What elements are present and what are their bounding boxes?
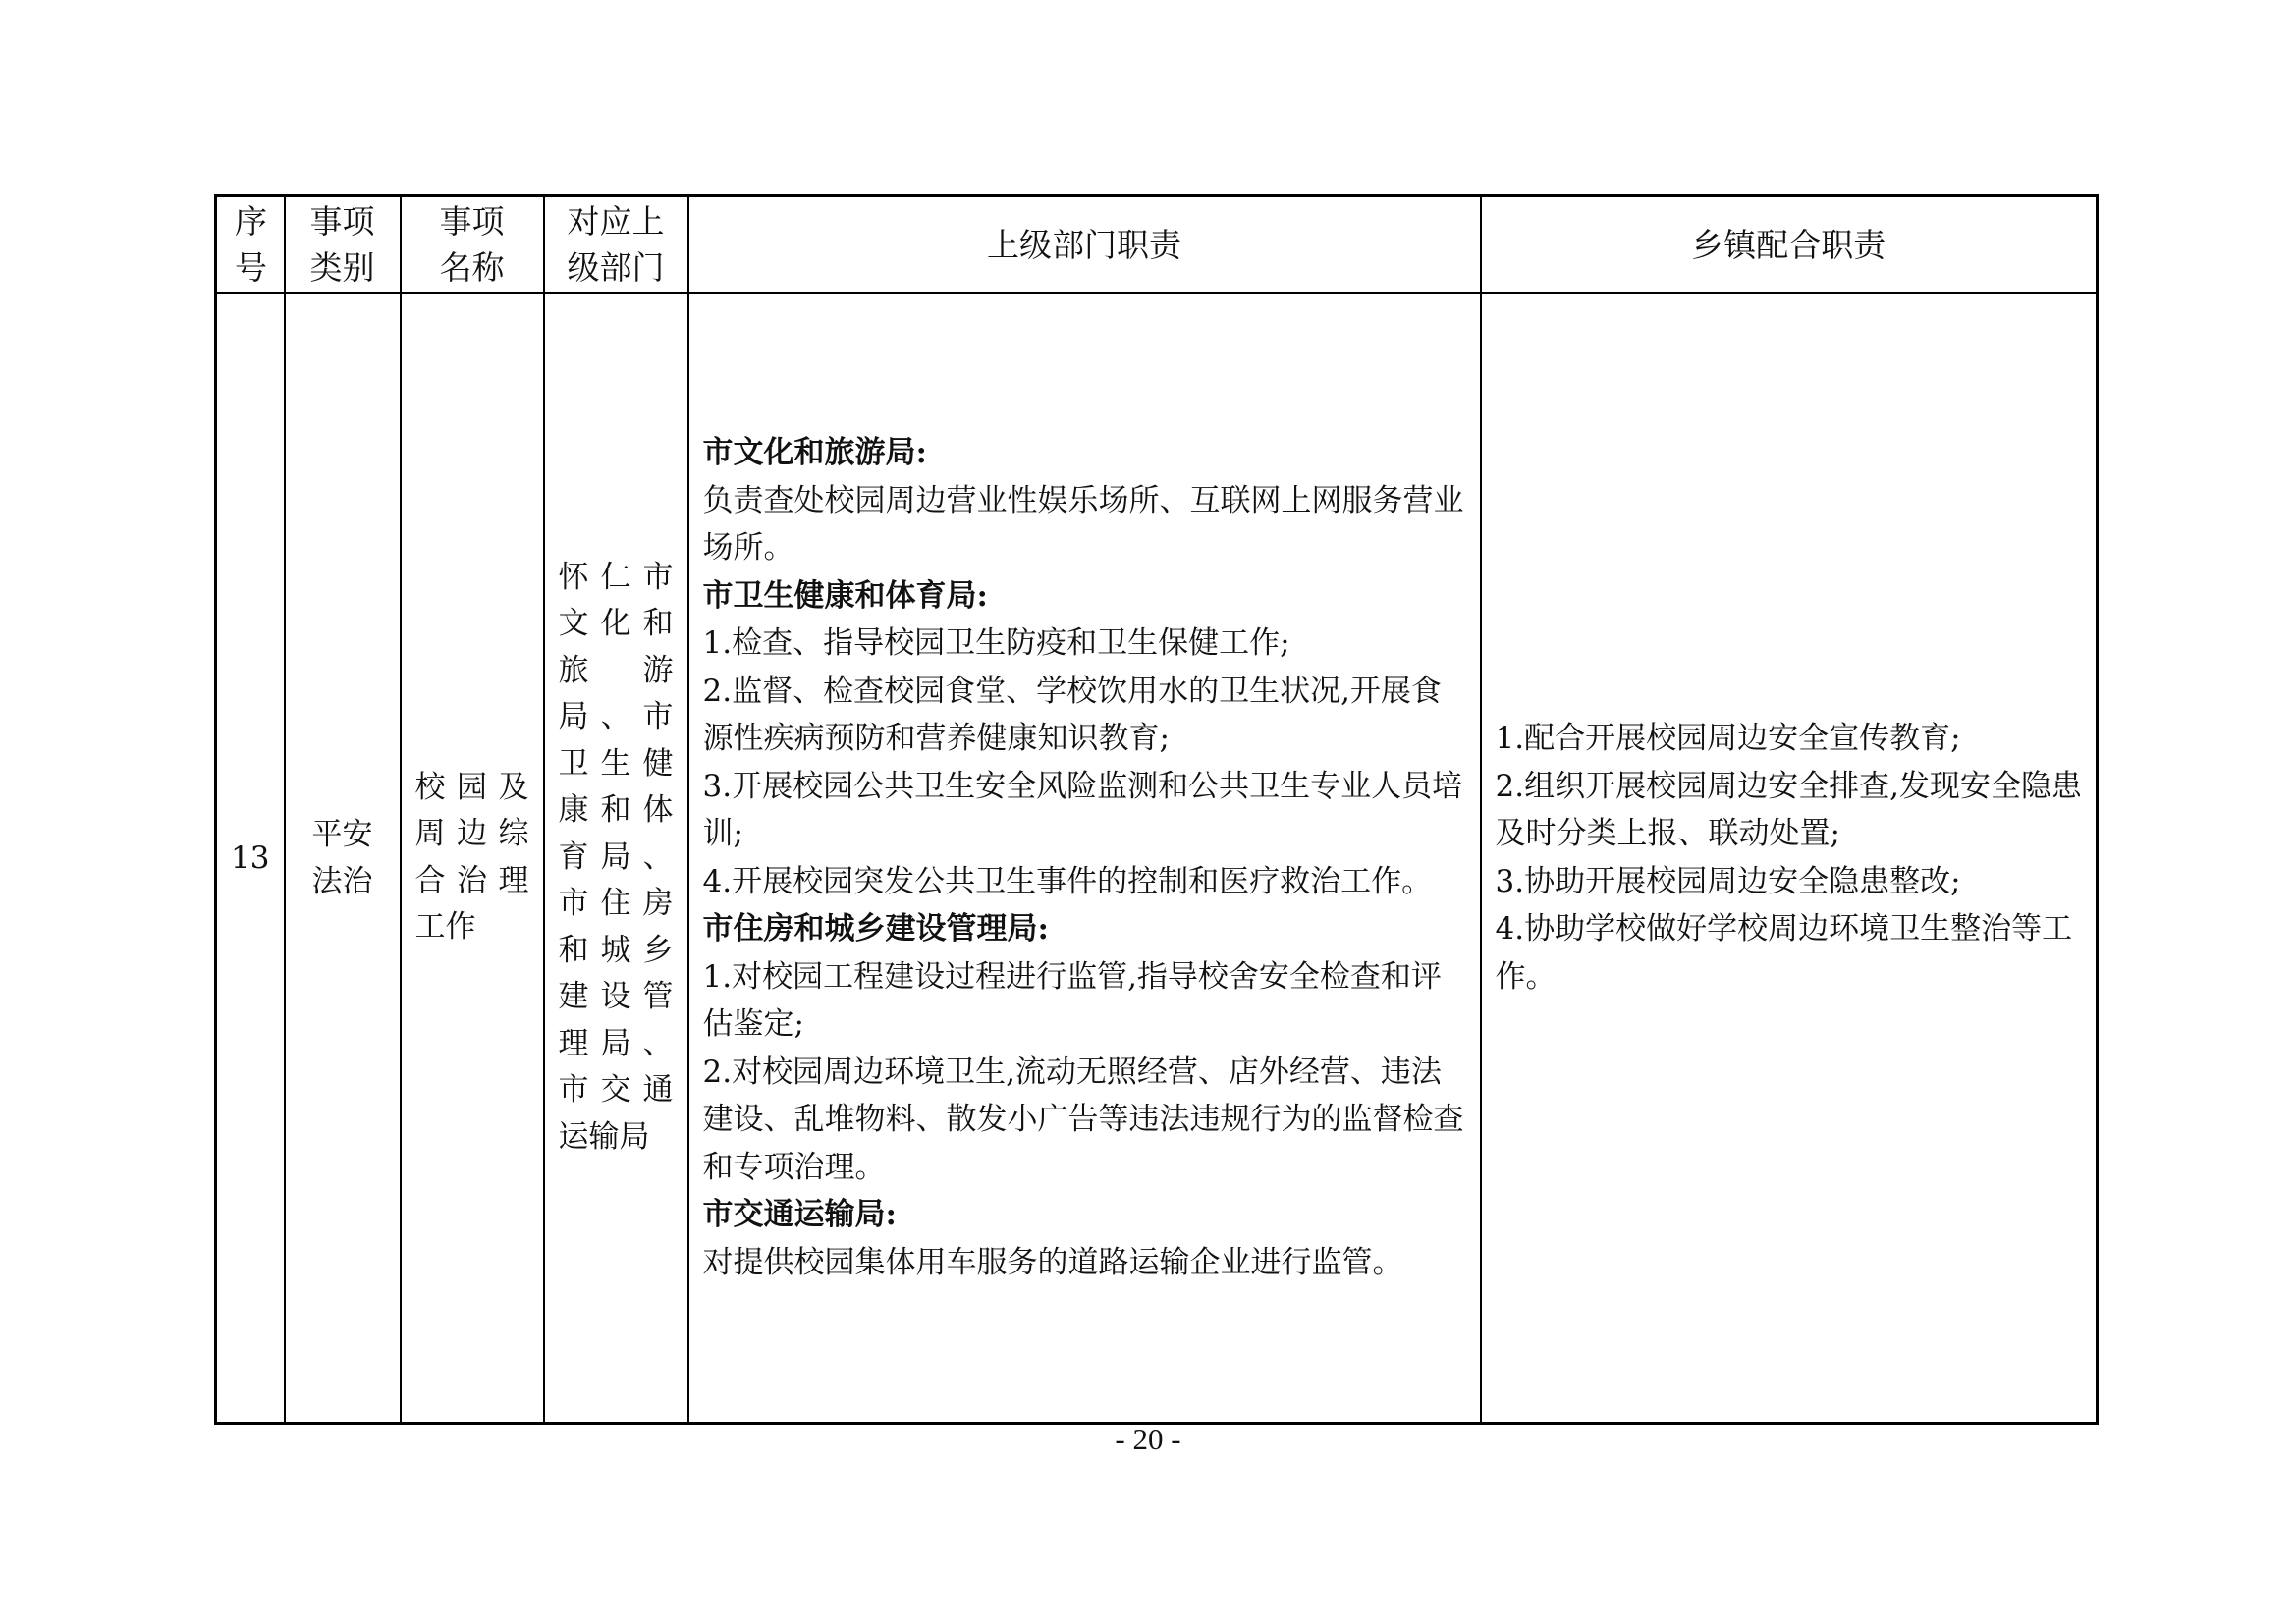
upper-duty-cell xyxy=(688,293,1481,1424)
duty-line: 3.开展校园公共卫生安全风险监测和公共卫生专业人员培训; xyxy=(702,768,1463,851)
table-row xyxy=(216,293,2098,1424)
row-name: 校园及周边综合治理工作 xyxy=(401,293,544,1424)
town-duty-line: 3.协助开展校园周边安全隐患整改; xyxy=(1495,863,1961,899)
town-duty-line: 2.组织开展校园周边安全排查,发现安全隐患及时分类上报、联动处置; xyxy=(1495,768,2082,851)
duty-line: 2.对校园周边环境卫生,流动无照经营、店外经营、违法建设、乱堆物料、散发小广告等违法违规行为的监督检查和专项治理。 xyxy=(702,1054,1464,1185)
duty-line: 1.检查、指导校园卫生防疫和卫生保健工作; xyxy=(702,625,1290,661)
header-num: 序号 xyxy=(216,196,285,294)
town-duty-cell xyxy=(1481,293,2098,1424)
duty-section-transport xyxy=(703,1191,1466,1286)
duty-section-housing xyxy=(703,905,1466,1191)
header-name: 事项名称 xyxy=(401,196,544,294)
row-dept: 怀仁市文化和旅游局、市卫生健康和体育局、市住房和城乡建设管理局、市交通运输局 xyxy=(544,293,688,1424)
town-duty-line: 1.配合开展校园周边安全宣传教育; xyxy=(1495,721,1961,756)
page-number: - 20 - xyxy=(1115,1422,1181,1456)
row-num: 13 xyxy=(216,293,285,1424)
table-header-row xyxy=(216,196,2098,294)
duty-line: 1.对校园工程建设过程进行监管,指导校舍安全检查和评估鉴定; xyxy=(702,958,1442,1042)
header-dept: 对应上级部门 xyxy=(544,196,688,294)
duty-section-culture xyxy=(703,429,1466,572)
duty-line: 对提供校园集体用车服务的道路运输企业进行监管。 xyxy=(702,1244,1403,1280)
duty-head-transport: 市交通运输局: xyxy=(702,1197,897,1232)
duty-head-culture: 市文化和旅游局: xyxy=(702,435,927,470)
duty-line: 2.监督、检查校园食堂、学校饮用水的卫生状况,开展食源性疾病预防和营养健康知识教育; xyxy=(702,673,1442,756)
duty-head-health: 市卫生健康和体育局: xyxy=(702,577,988,614)
responsibility-table xyxy=(214,194,2099,1425)
duty-line: 4.开展校园突发公共卫生事件的控制和医疗救治工作。 xyxy=(702,863,1433,899)
header-upper-duty: 上级部门职责 xyxy=(688,196,1481,294)
town-duty-line: 4.协助学校做好学校周边环境卫生整治等工作。 xyxy=(1495,911,2073,995)
duty-section-health xyxy=(703,572,1466,906)
duty-line: 负责查处校园周边营业性娱乐场所、互联网上网服务营业场所。 xyxy=(702,482,1464,566)
header-town-duty: 乡镇配合职责 xyxy=(1481,196,2098,294)
header-category: 事项类别 xyxy=(285,196,401,294)
row-category: 平安法治 xyxy=(285,293,401,1424)
duty-head-housing: 市住房和城乡建设管理局: xyxy=(702,911,1049,947)
